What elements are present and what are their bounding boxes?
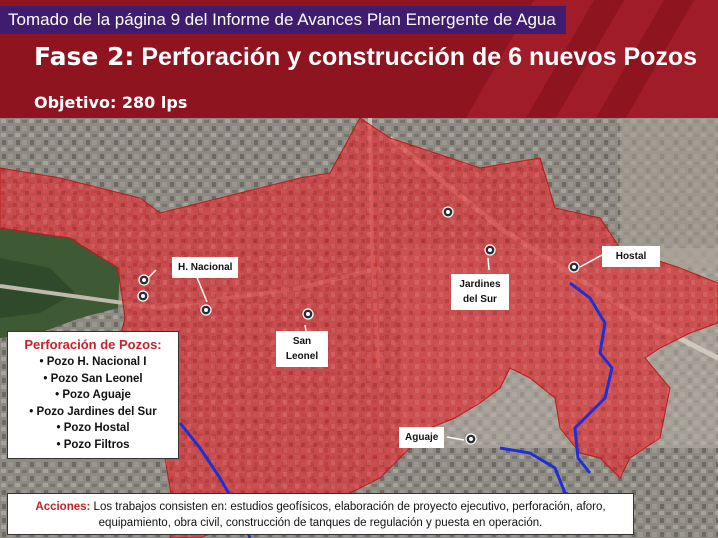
list-item: • Pozo San Leonel: [8, 371, 178, 388]
well-marker-icon: [466, 434, 476, 444]
label-jardines-del-sur: [451, 274, 509, 310]
actions-text: Los trabajos consisten en: estudios geofísicos, elaboración de proyecto ejecutivo, perforación, aforo, equipamiento, obra civil, construcción de tanques de regulación y puesta en operación.: [90, 501, 606, 529]
wells-heading: Perforación de Pozos:: [24, 337, 162, 352]
label-h-nacional: H. Nacional: [172, 257, 238, 278]
source-banner: Tomado de la página 9 del Informe de Avances Plan Emergente de Agua: [0, 6, 566, 34]
wells-box: [7, 331, 179, 459]
label-line: del Sur: [463, 294, 497, 305]
label-line: San: [292, 336, 312, 347]
well-marker-icon: [485, 245, 495, 255]
wells-list: [8, 354, 178, 453]
well-marker-icon: [138, 291, 148, 301]
actions-label: Acciones:: [35, 501, 91, 513]
page-title: [34, 42, 697, 72]
label-san-leonel: [276, 331, 328, 367]
label-line: Jardines: [459, 279, 501, 290]
list-item: • Pozo Jardines del Sur: [8, 404, 178, 421]
objective-text: Objetivo: 280 lps: [34, 93, 188, 112]
phase-label: Fase 2:: [34, 42, 135, 71]
actions-box: [7, 493, 634, 535]
header: [0, 0, 718, 118]
well-marker-icon: [569, 262, 579, 272]
map-area: [0, 118, 718, 538]
callout-leader: [488, 258, 489, 270]
well-marker-icon: [139, 275, 149, 285]
label-line: Leonel: [285, 351, 319, 362]
label-hostal: Hostal: [602, 246, 660, 267]
list-item: • Pozo H. Nacional I: [8, 354, 178, 371]
label-aguaje: Aguaje: [399, 427, 444, 448]
well-marker-icon: [201, 305, 211, 315]
title-text: Perforación y construcción de 6 nuevos Pozos: [141, 43, 698, 71]
list-item: • Pozo Filtros: [8, 437, 178, 454]
list-item: • Pozo Hostal: [8, 420, 178, 437]
well-marker-icon: [443, 207, 453, 217]
list-item: • Pozo Aguaje: [8, 387, 178, 404]
well-marker-icon: [303, 309, 313, 319]
